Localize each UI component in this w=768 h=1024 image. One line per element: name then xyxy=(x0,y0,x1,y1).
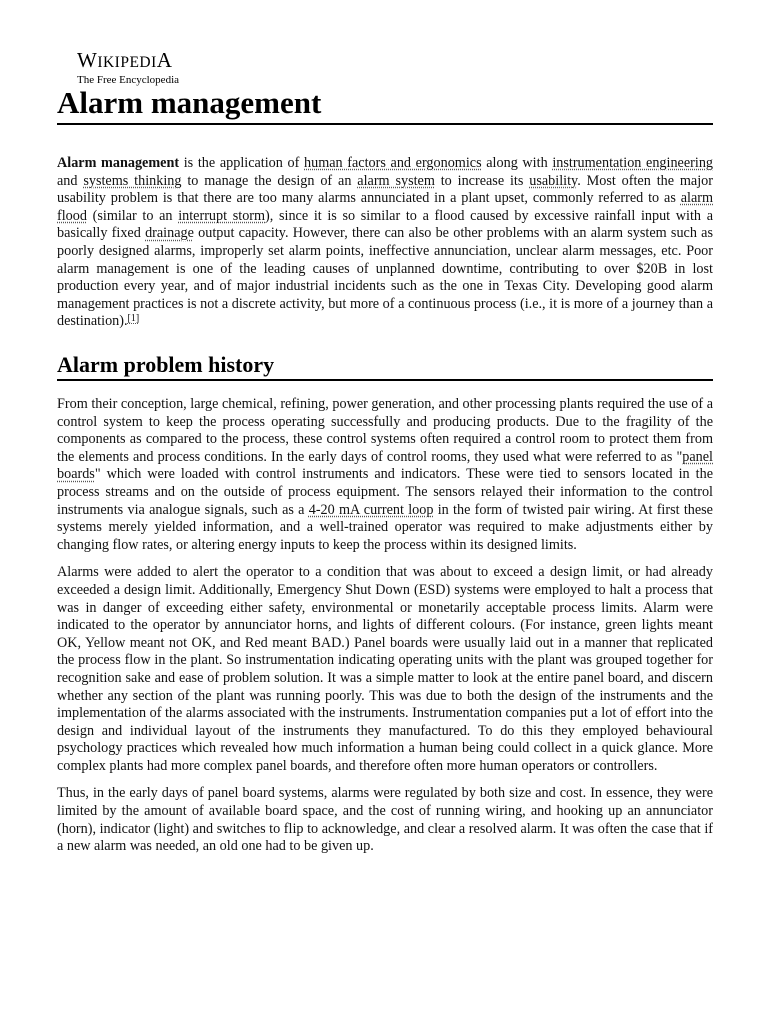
text-run: " which were loaded with control instruments and indicators. These were tied to sensors located in the process streams and on the outside of process equipment. The sensors relayed their information to the control instruments via analogue signals, such as a xyxy=(57,466,713,518)
text-run: to increase its xyxy=(434,172,530,189)
text-run: . Most often the major usability problem is that there are too many alarms annunciated in a plant upset, commonly referred to as xyxy=(57,172,713,207)
page-title: Alarm management xyxy=(57,84,713,125)
section-heading: Alarm problem history xyxy=(57,351,713,381)
link-interrupt-storm[interactable]: interrupt storm xyxy=(178,207,266,224)
link-alarm-flood[interactable]: alarm flood xyxy=(57,190,713,224)
link-drainage[interactable]: drainage xyxy=(145,225,194,242)
text-run: (similar to an xyxy=(86,207,179,224)
history-section xyxy=(57,351,713,856)
text-run: to manage the design of an xyxy=(181,172,358,189)
reference-1[interactable]: [1] xyxy=(127,313,140,325)
text-run: and xyxy=(57,172,84,189)
link-instrumentation-engineering[interactable]: instrumentation engineering xyxy=(552,155,714,171)
lead-paragraph xyxy=(57,155,713,331)
text-run: in the form of twisted pair wiring. At first these systems merely yielded information, and a well-trained operator was required to make adjustments either by changing flow rates, or altering energy inputs to keep the process within its designed limits. xyxy=(57,501,713,553)
link-systems-thinking[interactable]: systems thinking xyxy=(83,172,182,189)
link-alarm-system[interactable]: alarm system xyxy=(357,172,435,189)
link-panel-boards[interactable]: panel boards xyxy=(57,448,713,483)
reference-link[interactable] xyxy=(128,313,140,324)
link-current-loop[interactable]: 4-20 mA current loop xyxy=(308,501,434,518)
text-run: along with xyxy=(481,155,553,171)
logo-wordmark: WIKIPEDIA xyxy=(77,48,173,72)
text-run: is the application of xyxy=(179,155,304,171)
lead-section xyxy=(57,155,713,331)
text-run: ), since it is so similar to a flood caused by excessive rainfall input with a basically fixed xyxy=(57,207,713,242)
text-run: output capacity. However, there can also be other problems with an alarm system such as poorly designed alarms, improperly set alarm points, ineffective annunciation, unclear alarm messages, etc. Poor alarm management is one of the leading causes of unplanned downtime, contributing to over $20B in lost production every year, and of major industrial incidents such as the one in Texas City. Developing good alarm management practices is not a discrete activity, but more of a continuous process (i.e., it is more of a journey than a destination). xyxy=(57,225,713,330)
history-paragraph-2: Alarms were added to alert the operator to a condition that was about to exceed a design limit, or had already exceeded a design limit. Additionally, Emergency Shut Down (ESD) systems were employed to halt a process that was in danger of exceeding either safety, environmental or monetarily acceptable process limits. Alarm were indicated to the operator by annunciator horns, and lights of different colours. (For instance, green lights meant OK, Yellow meant not OK, and Red meant BAD.) Panel boards were usually laid out in a manner that replicated the process flow in the plant. So instrumentation indicating operating units with the plant was grouped together for recognition sake and ease of problem solution. It was a simple matter to look at the entire panel board, and discern whether any section of the plant was running poorly. This was due to both the design of the instruments and the implementation of the alarms associated with the instruments. Instrumentation companies put a lot of effort into the design and individual layout of the instruments they manufactured. To do this they employed behavioural psychology practices which revealed how much information a human being could collect in a quick glance. More complex plants had more complex panel boards, and therefore often more human operators or controllers. xyxy=(57,564,713,774)
lead-term: Alarm management xyxy=(57,155,180,171)
logo-tagline: The Free Encyclopedia xyxy=(77,74,180,86)
history-paragraph-1 xyxy=(57,396,713,554)
link-human-factors[interactable]: human factors and ergonomics xyxy=(304,155,482,171)
text-run: From their conception, large chemical, refining, power generation, and other processing plants required the use of a control system to keep the process operating successfully and producing products. Due to the fragility of the components as compared to the process, these control systems often required a control room to protect them from the elements and process conditions. In the early days of control rooms, they used what were referred to as " xyxy=(57,396,713,465)
link-usability[interactable]: usability xyxy=(529,172,578,189)
history-paragraph-3: Thus, in the early days of panel board systems, alarms were regulated by both size and cost. In essence, they were limited by the amount of available board space, and the cost of running wiring, and hooking up an annunciator (horn), indicator (light) and switches to flip to acknowledge, and clear a resolved alarm. It was often the case that if a new alarm was needed, an old one had to be given up. xyxy=(57,785,713,855)
wikipedia-logo[interactable] xyxy=(77,50,217,86)
